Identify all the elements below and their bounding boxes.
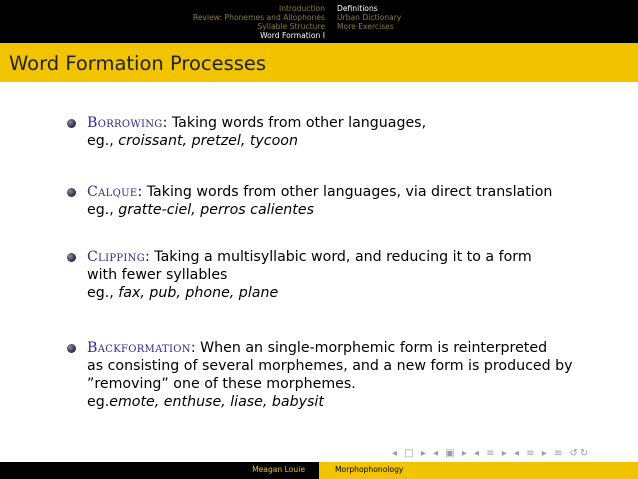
nav-subsection-definitions[interactable]: Definitions [337,4,378,13]
example-borrowing: croissant, pretzel, tycoon [118,133,298,149]
slide-title: Word Formation Processes [9,52,267,75]
nav-section-word-formation[interactable]: Word Formation I [260,31,325,40]
bullet-icon [67,344,76,353]
nav-section-syllable-structure[interactable]: Syllable Structure [257,22,325,31]
term-borrowing: Borrowing [87,115,163,131]
bullet-icon [67,188,76,197]
nav-subsection-more-exercises[interactable]: More Exercises [337,22,394,31]
nav-section-review[interactable]: Review: Phonemes and Allophones [192,13,325,22]
example-clipping: fax, pub, phone, plane [118,285,279,301]
bullet-icon [67,119,76,128]
nav-section-introduction[interactable]: Introduction [279,4,325,13]
footer-bar [0,462,638,479]
nav-subsection-urban-dictionary[interactable]: Urban Dictionary [337,13,402,22]
term-clipping: Clipping [87,249,145,265]
footer-title: Morphophonology [335,465,404,474]
slide-content: Borrowing: Taking words from other languages, eg., croissant, pretzel, tycoon Calque: Taking words from other languages, via direct translation eg., gratte-ciel, perros calientes Clipping: Taking a multisyllabic word, and reducing it to a form with fewer syllables eg., fax, pub, phone, plane Backformation: When an single-morphemic form is reinterpreted as consisting of several morphemes, and a new form is produced by ”removing” one of these morphemes. eg.emote, enthuse, liase, babysit [0,0,638,479]
footer-author: Meagan Louie [252,465,305,474]
beamer-navigation-symbols[interactable]: ◂ □ ▸ ◂ ▣ ▸ ◂ ≡ ▸ ◂ ≡ ▸ ≡ ↺↻ [392,448,591,459]
example-calque: gratte-ciel, perros calientes [118,202,314,218]
term-backformation: Backformation [87,340,191,356]
bullet-icon [67,253,76,262]
example-backformation: emote, enthuse, liase, babysit [109,394,324,410]
term-calque: Calque [87,184,138,200]
